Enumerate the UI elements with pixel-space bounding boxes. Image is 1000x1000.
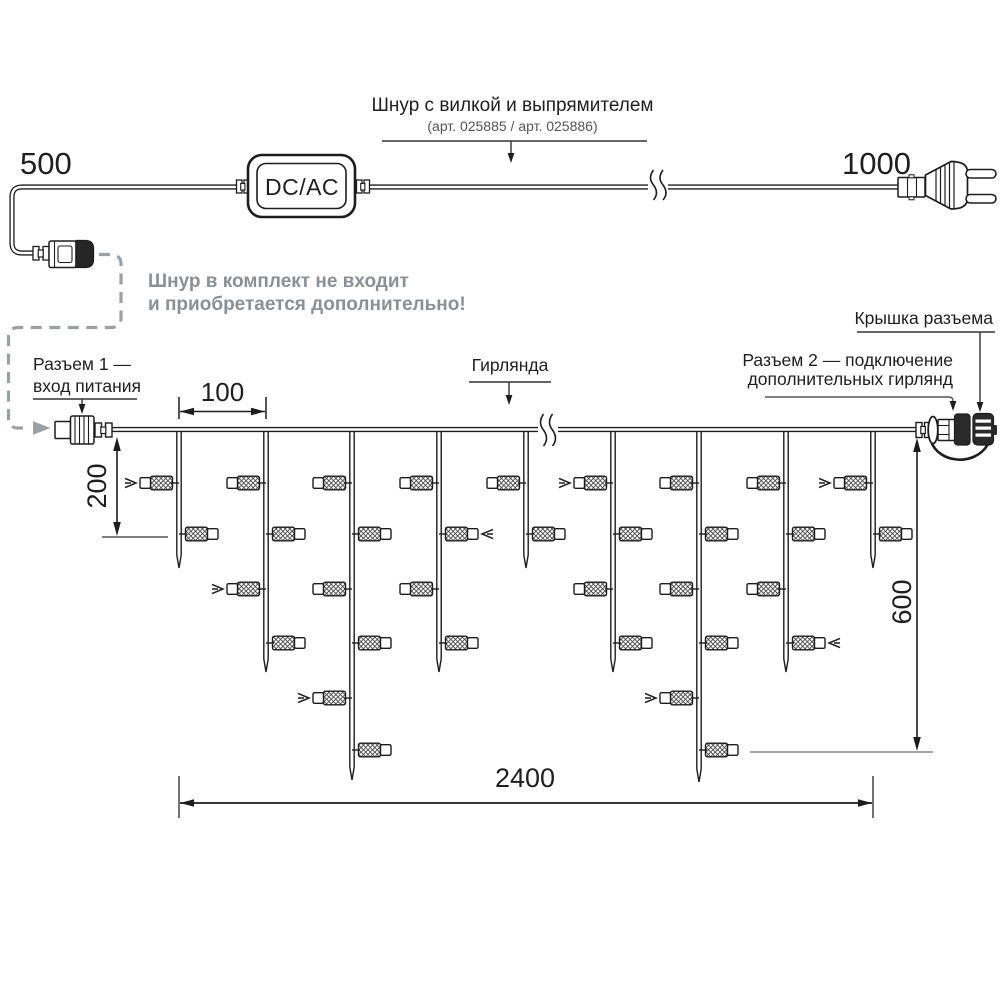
note-line2: и приобретается дополнительно!	[148, 294, 466, 315]
cap-label: Крышка разъема	[854, 308, 993, 328]
dim-100-label: 100	[200, 377, 245, 407]
cord-label: Шнур с вилкой и выпрямителем	[371, 95, 654, 116]
dim-1000-label: 1000	[842, 146, 911, 181]
connector2-label-line1: Разъем 2 — подключение	[742, 350, 953, 370]
note-line1: Шнур в комплект не входит	[148, 271, 409, 292]
cord-article-label: (арт. 025885 / арт. 025886)	[427, 118, 598, 134]
garland-label: Гирлянда	[471, 355, 549, 375]
dim-200-label: 200	[81, 463, 112, 509]
dim-500-label: 500	[20, 146, 72, 181]
converter-label: DC/AC	[264, 174, 340, 200]
dim-600-label: 600	[886, 579, 917, 625]
dim-2400-label: 2400	[494, 763, 556, 793]
connector1-label-line2: вход питания	[33, 376, 141, 396]
connector2-label-line2: дополнительных гирлянд	[747, 369, 953, 389]
connector1-label-line1: Разъем 1 —	[33, 354, 131, 374]
